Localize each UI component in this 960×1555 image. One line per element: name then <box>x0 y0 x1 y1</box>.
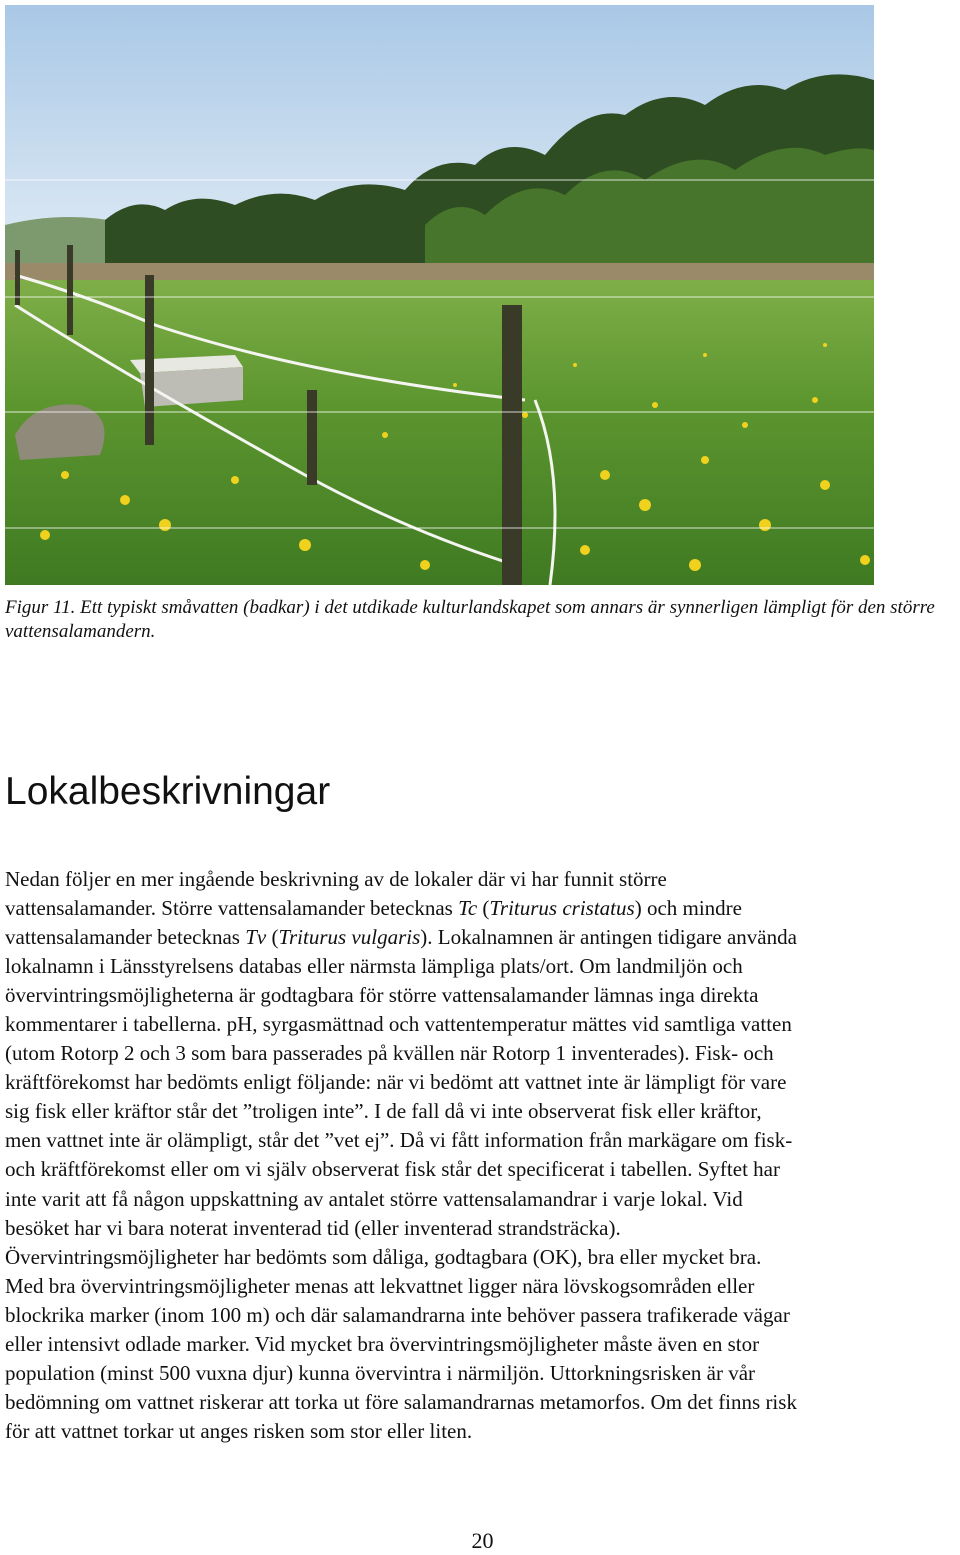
meadow-fence-illustration <box>5 5 874 585</box>
text-run: (utom Rotorp 2 och 3 som bara passerades på kvällen när Rotorp 1 inventerades). Fisk- och <box>5 1041 774 1066</box>
text-run: sig fisk eller kräftor står det ”troligen inte”. I de fall då vi inte observerat fisk eller kräftor, <box>5 1099 762 1124</box>
italic-run: Triturus vulgaris <box>278 925 421 950</box>
body-line <box>5 1185 960 1214</box>
text-run: kräftförekomst har bedömts enligt följande: när vi bedömt att vattnet inte är lämpligt för vare <box>5 1070 787 1095</box>
text-run: kommentarer i tabellerna. pH, syrgasmättnad och vattentemperatur mättes vid samtliga vatten <box>5 1012 792 1037</box>
text-run: ( <box>477 896 490 921</box>
text-run: population (minst 500 vuxna djur) kunna övervintra i närmiljön. Uttorkningsrisken är vår <box>5 1360 756 1385</box>
body-line <box>5 1359 960 1388</box>
text-run: lokalnamn i Länsstyrelsens databas eller närmsta lämpliga plats/ort. Om landmiljön och <box>5 954 743 979</box>
text-run: inte varit att få någon uppskattning av antalet större vattensalamandrar i varje lokal. Vid <box>5 1186 743 1211</box>
body-paragraph <box>5 865 960 1446</box>
text-run: vattensalamander. Större vattensalamander betecknas <box>5 896 459 921</box>
body-line <box>5 923 960 952</box>
body-line <box>5 865 960 894</box>
text-run: besöket har vi bara noterat inventerad tid (eller inventerad strandsträcka). <box>5 1215 621 1240</box>
text-run: ( <box>266 925 279 950</box>
italic-run: Triturus cristatus <box>489 896 635 921</box>
body-line <box>5 1155 960 1184</box>
body-line <box>5 1301 960 1330</box>
body-line <box>5 1097 960 1126</box>
body-line <box>5 1068 960 1097</box>
body-line <box>5 952 960 981</box>
italic-run: Tv <box>245 925 267 950</box>
body-line <box>5 1388 960 1417</box>
body-line <box>5 1010 960 1039</box>
text-run: eller intensivt odlade marker. Vid mycket bra övervintringsmöjligheter måste även en stor <box>5 1331 760 1356</box>
text-run: bedömning om vattnet riskerar att torka ut före salamandrarnas metamorfos. Om det finns risk <box>5 1389 797 1414</box>
text-run: och kräftförekomst eller om vi själv observerat fisk står det specificerat i tabellen. Syftet har <box>5 1157 780 1182</box>
text-run: men vattnet inte är olämpligt, står det ”vet ej”. Då vi fått information från markägare om fisk- <box>5 1128 793 1153</box>
text-run: Övervintringsmöjligheter har bedömts som dåliga, godtagbara (OK), bra eller mycket bra. <box>5 1244 762 1269</box>
body-line <box>5 1330 960 1359</box>
body-line <box>5 1272 960 1301</box>
italic-run: Tc <box>458 896 478 921</box>
text-run: vattensalamander betecknas <box>5 925 246 950</box>
body-line <box>5 1243 960 1272</box>
landscape-photo <box>5 5 874 585</box>
body-line <box>5 1417 960 1446</box>
body-line <box>5 1126 960 1155</box>
text-run: blockrika marker (inom 100 m) och där salamandrarna inte behöver passera trafikerade vägar <box>5 1302 790 1327</box>
page-number: 20 <box>471 1528 494 1553</box>
text-run: ) och mindre <box>634 896 742 921</box>
figure-caption: Figur 11. Ett typiskt småvatten (badkar) i det utdikade kulturlandskapet som annars är synnerligen lämpligt för den större vattensalamandern. <box>5 597 935 642</box>
text-run: övervintringsmöjligheterna är godtagbara för större vattensalamander lämnas inga direkta <box>5 983 759 1008</box>
text-run: för att vattnet torkar ut anges risken som stor eller liten. <box>5 1418 473 1443</box>
body-line <box>5 1214 960 1243</box>
section-heading: Lokalbeskrivningar <box>5 770 331 813</box>
text-run: Nedan följer en mer ingående beskrivning av de lokaler där vi har funnit större <box>5 867 667 891</box>
body-line <box>5 981 960 1010</box>
body-line <box>5 894 960 923</box>
text-run: ). Lokalnamnen är antingen tidigare använda <box>420 925 797 950</box>
text-run: Med bra övervintringsmöjligheter menas att lekvattnet ligger nära lövskogsområden eller <box>5 1273 755 1298</box>
body-line <box>5 1039 960 1068</box>
